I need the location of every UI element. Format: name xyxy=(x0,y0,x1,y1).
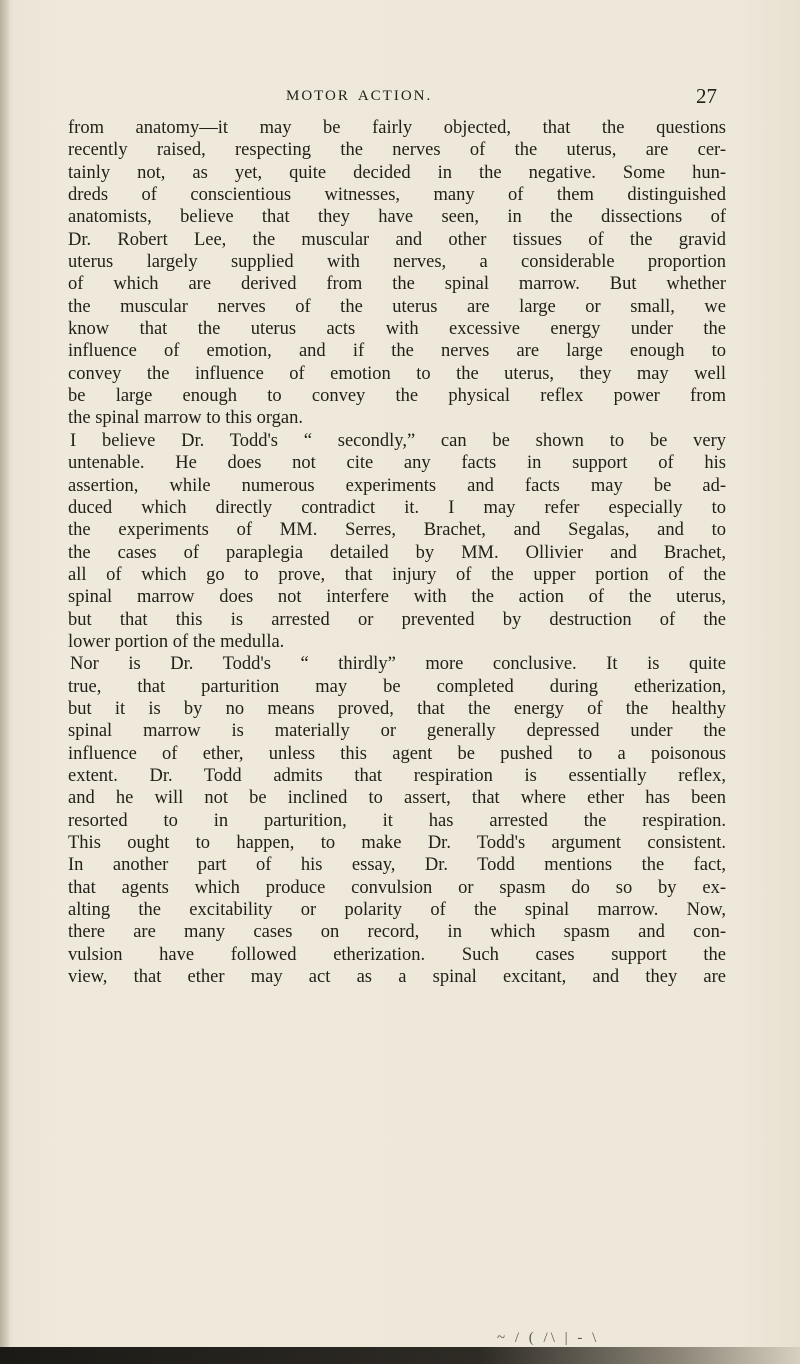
text-line: Dr. Robert Lee, the muscular and other tissues of the gravid xyxy=(68,229,726,250)
text-line: I believe Dr. Todd's “ secondly,” can be shown to be very xyxy=(70,430,726,451)
text-line: influence of emotion, and if the nerves are large enough to xyxy=(68,341,726,362)
text-line: influence of ether, unless this agent be pushed to a poisonous xyxy=(68,743,726,764)
text-line: that agents which produce convulsion or spasm do so by ex- xyxy=(68,877,726,898)
text-line: Nor is Dr. Todd's “ thirdly” more conclusive. It is quite xyxy=(70,654,726,675)
text-line: In another part of his essay, Dr. Todd mentions the fact, xyxy=(68,855,726,876)
text-line: alting the excitability or polarity of the spinal marrow. Now, xyxy=(68,900,726,921)
text-line: uterus largely supplied with nerves, a considerable proportion xyxy=(68,252,726,273)
text-line: assertion, while numerous experiments and facts may be ad- xyxy=(68,475,726,496)
text-line: the spinal marrow to this organ. xyxy=(68,408,303,429)
running-head: MOTOR ACTION. xyxy=(286,88,433,104)
text-line: dreds of conscientious witnesses, many of them distinguished xyxy=(68,185,726,206)
text-line: all of which go to prove, that injury of the upper portion of the xyxy=(68,564,726,585)
text-line: spinal marrow does not interfere with the action of the uterus, xyxy=(68,587,726,608)
text-line: the cases of paraplegia detailed by MM. Ollivier and Brachet, xyxy=(68,542,726,563)
text-line: tainly not, as yet, quite decided in the negative. Some hun- xyxy=(68,162,726,183)
page-bottom-edge xyxy=(0,1347,800,1364)
text-line: spinal marrow is materially or generally depressed under the xyxy=(68,721,726,742)
text-line: but that this is arrested or prevented by destruction of the xyxy=(68,609,726,630)
text-line: know that the uterus acts with excessive energy under the xyxy=(68,319,726,340)
text-line: and he will not be inclined to assert, that where ether has been xyxy=(68,788,726,809)
text-line: the experiments of MM. Serres, Brachet, and Segalas, and to xyxy=(68,520,726,541)
bleed-through-marks: ~ / ( /\ | - \ xyxy=(497,1330,600,1346)
binding-shadow xyxy=(0,0,9,1364)
text-line: view, that ether may act as a spinal excitant, and they are xyxy=(68,967,726,988)
text-line: recently raised, respecting the nerves of the uterus, are cer- xyxy=(68,140,726,161)
text-line: resorted to in parturition, it has arrested the respiration. xyxy=(68,810,726,831)
text-line: This ought to happen, to make Dr. Todd's argument consistent. xyxy=(68,833,726,853)
page-header xyxy=(0,86,800,116)
body-text xyxy=(68,117,726,988)
text-line: from anatomy—it may be fairly objected, that the questions xyxy=(68,118,726,138)
text-line: true, that parturition may be completed during etherization, xyxy=(68,676,726,697)
text-line: of which are derived from the spinal marrow. But whether xyxy=(68,274,726,295)
text-line: duced which directly contradict it. I may refer especially to xyxy=(68,497,726,518)
text-line: vulsion have followed etherization. Such cases support the xyxy=(68,944,726,965)
text-line: be large enough to convey the physical reflex power from xyxy=(68,386,726,407)
text-line: the muscular nerves of the uterus are large or small, we xyxy=(68,296,726,317)
text-line: untenable. He does not cite any facts in support of his xyxy=(68,453,726,474)
text-line: but it is by no means proved, that the energy of the healthy xyxy=(68,698,726,719)
text-line: there are many cases on record, in which spasm and con- xyxy=(68,922,726,943)
text-line: lower portion of the medulla. xyxy=(68,631,285,652)
text-line: anatomists, believe that they have seen, in the dissections of xyxy=(68,207,726,228)
text-line: convey the influence of emotion to the uterus, they may well xyxy=(68,363,726,384)
page-number: 27 xyxy=(696,84,717,108)
text-line: extent. Dr. Todd admits that respiration is essentially reflex, xyxy=(68,765,726,786)
